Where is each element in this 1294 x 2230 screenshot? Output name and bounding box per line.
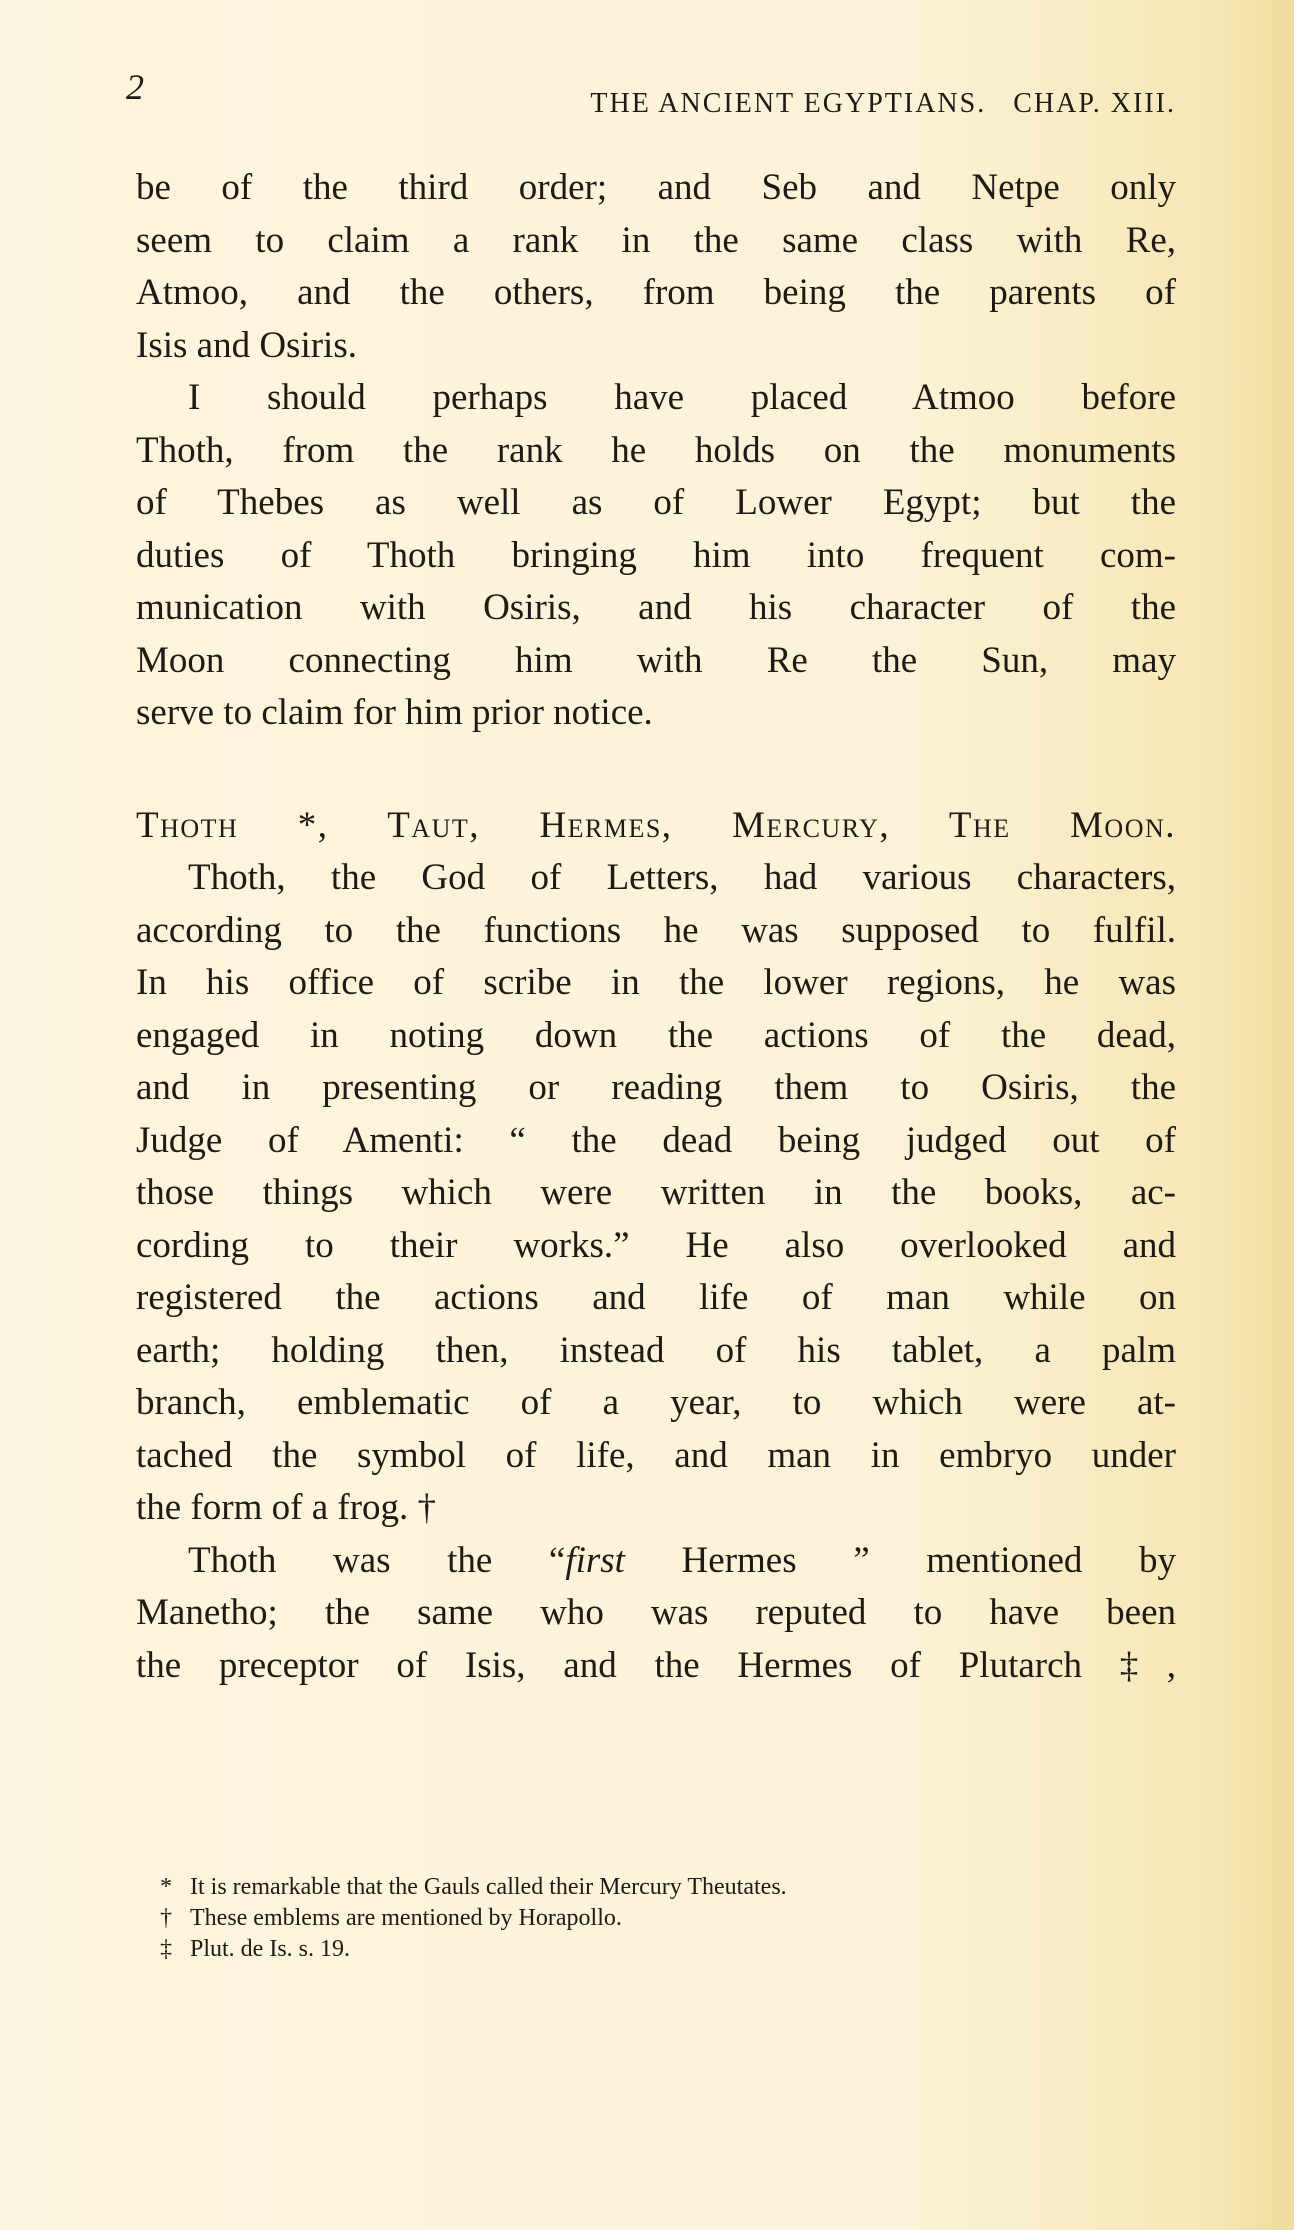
emphasis-first: first (565, 1539, 625, 1581)
text-fragment: Thoth was the “ (188, 1539, 566, 1581)
text-line: engaged in noting down the actions of the dead, (136, 1014, 1176, 1056)
text-line: Thoth, the God of Letters, had various characters, (188, 857, 1176, 898)
section-heading: Thoth *, Taut, Hermes, Mercury, The Moon. (136, 804, 1176, 846)
footnote-text: These emblems are mentioned by Horapollo. (190, 1905, 622, 1931)
text-line: registered the actions and life of man while on (136, 1277, 1176, 1318)
text-line: be of the third order; and Seb and Netpe only (136, 167, 1176, 208)
text-line: the form of a frog. † (136, 1487, 437, 1528)
text-line: munication with Osiris, and his character of the (136, 587, 1176, 628)
text-line: serve to claim for him prior notice. (136, 692, 653, 733)
text-line: duties of Thoth bringing him into frequent com- (136, 534, 1176, 576)
paragraph-4 (136, 1535, 1176, 1693)
text-fragment: Hermes ” mentioned by (624, 1539, 1177, 1581)
footnote-mark: * (160, 1874, 172, 1900)
text-line: Atmoo, and the others, from being the parents of (136, 272, 1176, 313)
footnotes (160, 1872, 1160, 1965)
text-line (136, 1535, 1176, 1588)
paragraph-3 (136, 852, 1176, 1535)
text-line: the preceptor of Isis, and the Hermes of Plutarch ‡, (136, 1644, 1176, 1686)
text-line: I should perhaps have placed Atmoo before (188, 377, 1176, 418)
text-line: Manetho; the same who was reputed to have been (136, 1592, 1176, 1633)
page-header (126, 67, 1176, 128)
footnote-mark: ‡ (160, 1936, 172, 1962)
text-line: according to the functions he was supposed to fulfil. (136, 909, 1176, 951)
page-number: 2 (126, 67, 146, 107)
text-line: tached the symbol of life, and man in embryo under (136, 1434, 1176, 1476)
text-line: cording to their works.” He also overlooked and (136, 1224, 1176, 1266)
text-line: of Thebes as well as of Lower Egypt; but the (136, 482, 1176, 523)
text-line: and in presenting or reading them to Osiris, the (136, 1067, 1176, 1108)
paragraph-1 (136, 162, 1176, 372)
paragraph-2 (136, 372, 1176, 740)
running-head: THE ANCIENT EGYPTIANS. CHAP. XIII. (590, 88, 1176, 119)
text-line: Judge of Amenti: “ the dead being judged out of (136, 1119, 1176, 1161)
text-line: Isis and Osiris. (136, 324, 357, 366)
text-line: Moon connecting him with Re the Sun, may (136, 639, 1176, 681)
footnote-mark: † (160, 1905, 172, 1931)
text-line: those things which were written in the books, ac- (136, 1172, 1176, 1213)
footnote-text: It is remarkable that the Gauls called their Mercury Theutates. (190, 1874, 787, 1900)
footnote-text: Plut. de Is. s. 19. (190, 1936, 351, 1962)
text-line: seem to claim a rank in the same class with Re, (136, 219, 1176, 261)
footnote (160, 1872, 1160, 1903)
footnote (160, 1903, 1160, 1934)
footnote (160, 1934, 1160, 1965)
body-text (136, 162, 1176, 1692)
text-line: earth; holding then, instead of his tablet, a palm (136, 1329, 1176, 1371)
text-line: Thoth, from the rank he holds on the monuments (136, 429, 1176, 471)
text-line: In his office of scribe in the lower regions, he was (136, 962, 1176, 1003)
text-line: branch, emblematic of a year, to which were at- (136, 1382, 1176, 1423)
